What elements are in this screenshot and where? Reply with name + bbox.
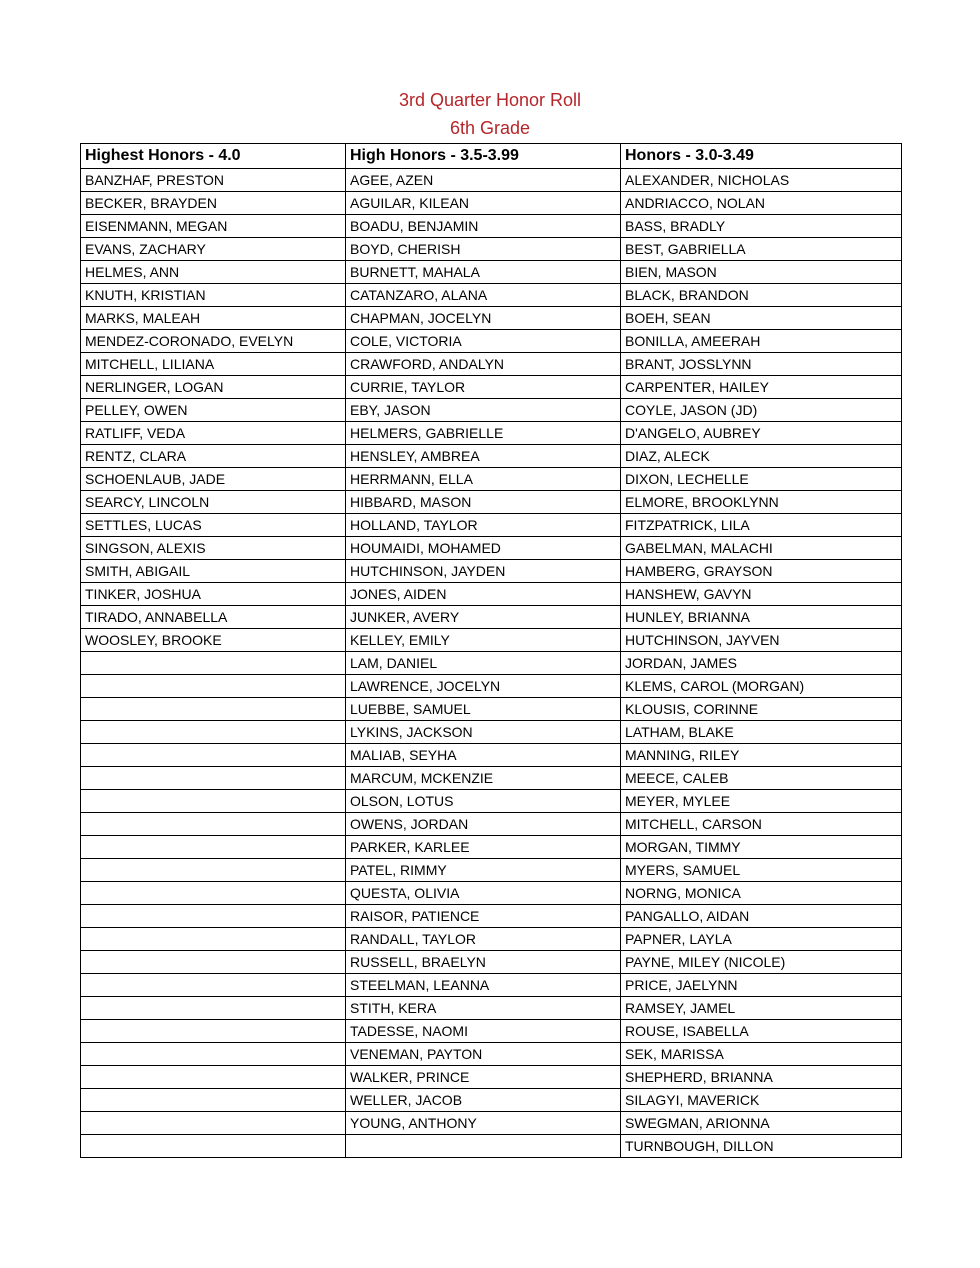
honors-cell: BOEH, SEAN xyxy=(621,307,902,330)
honors-cell: PAYNE, MILEY (NICOLE) xyxy=(621,951,902,974)
high-honors-cell: RANDALL, TAYLOR xyxy=(346,928,621,951)
table-row xyxy=(81,376,902,399)
highest-honors-cell xyxy=(81,1089,346,1112)
high-honors-cell: STEELMAN, LEANNA xyxy=(346,974,621,997)
honors-cell: HANSHEW, GAVYN xyxy=(621,583,902,606)
table-row xyxy=(81,560,902,583)
high-honors-cell: WELLER, JACOB xyxy=(346,1089,621,1112)
column-header-honors: Honors - 3.0-3.49 xyxy=(621,144,902,169)
high-honors-cell: LUEBBE, SAMUEL xyxy=(346,698,621,721)
highest-honors-cell xyxy=(81,721,346,744)
honors-cell: D'ANGELO, AUBREY xyxy=(621,422,902,445)
honors-cell: BLACK, BRANDON xyxy=(621,284,902,307)
high-honors-cell: OWENS, JORDAN xyxy=(346,813,621,836)
highest-honors-cell xyxy=(81,1066,346,1089)
highest-honors-cell xyxy=(81,905,346,928)
table-row xyxy=(81,951,902,974)
highest-honors-cell: BANZHAF, PRESTON xyxy=(81,169,346,192)
highest-honors-cell: SETTLES, LUCAS xyxy=(81,514,346,537)
table-row xyxy=(81,192,902,215)
highest-honors-cell: WOOSLEY, BROOKE xyxy=(81,629,346,652)
honors-cell: DIAZ, ALECK xyxy=(621,445,902,468)
highest-honors-cell xyxy=(81,859,346,882)
highest-honors-cell: SEARCY, LINCOLN xyxy=(81,491,346,514)
highest-honors-cell: MENDEZ-CORONADO, EVELYN xyxy=(81,330,346,353)
highest-honors-cell: HELMES, ANN xyxy=(81,261,346,284)
honors-cell: JORDAN, JAMES xyxy=(621,652,902,675)
highest-honors-cell xyxy=(81,813,346,836)
highest-honors-cell: TINKER, JOSHUA xyxy=(81,583,346,606)
highest-honors-cell xyxy=(81,1043,346,1066)
highest-honors-cell: SMITH, ABIGAIL xyxy=(81,560,346,583)
honors-cell: BONILLA, AMEERAH xyxy=(621,330,902,353)
table-row xyxy=(81,859,902,882)
honors-cell: SEK, MARISSA xyxy=(621,1043,902,1066)
honors-cell: MYERS, SAMUEL xyxy=(621,859,902,882)
table-row xyxy=(81,215,902,238)
highest-honors-cell: KNUTH, KRISTIAN xyxy=(81,284,346,307)
honors-cell: ELMORE, BROOKLYNN xyxy=(621,491,902,514)
honors-cell: ROUSE, ISABELLA xyxy=(621,1020,902,1043)
high-honors-cell: HERRMANN, ELLA xyxy=(346,468,621,491)
table-row xyxy=(81,675,902,698)
highest-honors-cell xyxy=(81,1020,346,1043)
high-honors-cell: CURRIE, TAYLOR xyxy=(346,376,621,399)
high-honors-cell: JONES, AIDEN xyxy=(346,583,621,606)
high-honors-cell: CRAWFORD, ANDALYN xyxy=(346,353,621,376)
high-honors-cell: VENEMAN, PAYTON xyxy=(346,1043,621,1066)
table-row xyxy=(81,652,902,675)
high-honors-cell: RUSSELL, BRAELYN xyxy=(346,951,621,974)
honors-cell: MITCHELL, CARSON xyxy=(621,813,902,836)
high-honors-cell: HUTCHINSON, JAYDEN xyxy=(346,560,621,583)
honors-cell: MEYER, MYLEE xyxy=(621,790,902,813)
table-body xyxy=(81,169,902,1158)
highest-honors-cell xyxy=(81,790,346,813)
table-row xyxy=(81,974,902,997)
honors-cell: GABELMAN, MALACHI xyxy=(621,537,902,560)
highest-honors-cell xyxy=(81,974,346,997)
honors-cell: BASS, BRADLY xyxy=(621,215,902,238)
high-honors-cell: HOLLAND, TAYLOR xyxy=(346,514,621,537)
high-honors-cell: HIBBARD, MASON xyxy=(346,491,621,514)
honors-cell: PANGALLO, AIDAN xyxy=(621,905,902,928)
table-row xyxy=(81,284,902,307)
highest-honors-cell xyxy=(81,675,346,698)
highest-honors-cell: PELLEY, OWEN xyxy=(81,399,346,422)
honors-cell: HUNLEY, BRIANNA xyxy=(621,606,902,629)
honors-cell: TURNBOUGH, DILLON xyxy=(621,1135,902,1158)
honors-cell: MORGAN, TIMMY xyxy=(621,836,902,859)
honors-cell: FITZPATRICK, LILA xyxy=(621,514,902,537)
table-row xyxy=(81,307,902,330)
high-honors-cell: OLSON, LOTUS xyxy=(346,790,621,813)
table-row xyxy=(81,261,902,284)
honors-cell: RAMSEY, JAMEL xyxy=(621,997,902,1020)
high-honors-cell: BOYD, CHERISH xyxy=(346,238,621,261)
high-honors-cell: CHAPMAN, JOCELYN xyxy=(346,307,621,330)
high-honors-cell: MARCUM, MCKENZIE xyxy=(346,767,621,790)
honor-roll-table xyxy=(80,143,902,1158)
table-row xyxy=(81,399,902,422)
honors-cell: KLOUSIS, CORINNE xyxy=(621,698,902,721)
honors-cell: LATHAM, BLAKE xyxy=(621,721,902,744)
highest-honors-cell: RATLIFF, VEDA xyxy=(81,422,346,445)
highest-honors-cell: EISENMANN, MEGAN xyxy=(81,215,346,238)
table-row xyxy=(81,606,902,629)
high-honors-cell: YOUNG, ANTHONY xyxy=(346,1112,621,1135)
high-honors-cell: EBY, JASON xyxy=(346,399,621,422)
honors-cell: BRANT, JOSSLYNN xyxy=(621,353,902,376)
high-honors-cell: LAWRENCE, JOCELYN xyxy=(346,675,621,698)
table-row xyxy=(81,721,902,744)
high-honors-cell: BURNETT, MAHALA xyxy=(346,261,621,284)
table-row xyxy=(81,836,902,859)
honors-cell: BIEN, MASON xyxy=(621,261,902,284)
table-row xyxy=(81,169,902,192)
highest-honors-cell: NERLINGER, LOGAN xyxy=(81,376,346,399)
table-row xyxy=(81,882,902,905)
header-row xyxy=(81,144,902,169)
high-honors-cell: COLE, VICTORIA xyxy=(346,330,621,353)
high-honors-cell: STITH, KERA xyxy=(346,997,621,1020)
high-honors-cell: PATEL, RIMMY xyxy=(346,859,621,882)
highest-honors-cell xyxy=(81,767,346,790)
table-row xyxy=(81,491,902,514)
table-row xyxy=(81,767,902,790)
highest-honors-cell: RENTZ, CLARA xyxy=(81,445,346,468)
honors-cell: HUTCHINSON, JAYVEN xyxy=(621,629,902,652)
table-row xyxy=(81,514,902,537)
honors-cell: PRICE, JAELYNN xyxy=(621,974,902,997)
high-honors-cell: MALIAB, SEYHA xyxy=(346,744,621,767)
high-honors-cell: HENSLEY, AMBREA xyxy=(346,445,621,468)
honors-cell: KLEMS, CAROL (MORGAN) xyxy=(621,675,902,698)
table-row xyxy=(81,537,902,560)
highest-honors-cell: MARKS, MALEAH xyxy=(81,307,346,330)
column-header-highest-honors: Highest Honors - 4.0 xyxy=(81,144,346,169)
honors-cell: DIXON, LECHELLE xyxy=(621,468,902,491)
high-honors-cell: AGUILAR, KILEAN xyxy=(346,192,621,215)
high-honors-cell: HELMERS, GABRIELLE xyxy=(346,422,621,445)
table-row xyxy=(81,468,902,491)
highest-honors-cell xyxy=(81,951,346,974)
high-honors-cell: HOUMAIDI, MOHAMED xyxy=(346,537,621,560)
table-row xyxy=(81,905,902,928)
highest-honors-cell xyxy=(81,836,346,859)
honors-cell: SWEGMAN, ARIONNA xyxy=(621,1112,902,1135)
high-honors-cell xyxy=(346,1135,621,1158)
highest-honors-cell: BECKER, BRAYDEN xyxy=(81,192,346,215)
highest-honors-cell: SCHOENLAUB, JADE xyxy=(81,468,346,491)
table-row xyxy=(81,445,902,468)
honors-cell: CARPENTER, HAILEY xyxy=(621,376,902,399)
highest-honors-cell xyxy=(81,1135,346,1158)
honors-cell: MEECE, CALEB xyxy=(621,767,902,790)
honors-cell: PAPNER, LAYLA xyxy=(621,928,902,951)
table-row xyxy=(81,629,902,652)
table-row xyxy=(81,422,902,445)
table-row xyxy=(81,1020,902,1043)
highest-honors-cell xyxy=(81,652,346,675)
high-honors-cell: RAISOR, PATIENCE xyxy=(346,905,621,928)
highest-honors-cell xyxy=(81,744,346,767)
honors-cell: COYLE, JASON (JD) xyxy=(621,399,902,422)
highest-honors-cell xyxy=(81,928,346,951)
honors-cell: BEST, GABRIELLA xyxy=(621,238,902,261)
honors-cell: SILAGYI, MAVERICK xyxy=(621,1089,902,1112)
table-row xyxy=(81,1089,902,1112)
table-row xyxy=(81,1112,902,1135)
highest-honors-cell xyxy=(81,882,346,905)
table-row xyxy=(81,583,902,606)
high-honors-cell: CATANZARO, ALANA xyxy=(346,284,621,307)
table-row xyxy=(81,1043,902,1066)
honors-cell: SHEPHERD, BRIANNA xyxy=(621,1066,902,1089)
high-honors-cell: AGEE, AZEN xyxy=(346,169,621,192)
table-row xyxy=(81,1135,902,1158)
high-honors-cell: PARKER, KARLEE xyxy=(346,836,621,859)
highest-honors-cell: EVANS, ZACHARY xyxy=(81,238,346,261)
high-honors-cell: LAM, DANIEL xyxy=(346,652,621,675)
table-row xyxy=(81,238,902,261)
high-honors-cell: QUESTA, OLIVIA xyxy=(346,882,621,905)
table-row xyxy=(81,353,902,376)
column-header-high-honors: High Honors - 3.5-3.99 xyxy=(346,144,621,169)
high-honors-cell: TADESSE, NAOMI xyxy=(346,1020,621,1043)
highest-honors-cell: MITCHELL, LILIANA xyxy=(81,353,346,376)
honors-cell: HAMBERG, GRAYSON xyxy=(621,560,902,583)
high-honors-cell: KELLEY, EMILY xyxy=(346,629,621,652)
page-subtitle: 6th Grade xyxy=(449,118,531,138)
table-row xyxy=(81,790,902,813)
honors-cell: ANDRIACCO, NOLAN xyxy=(621,192,902,215)
highest-honors-cell xyxy=(81,997,346,1020)
table-row xyxy=(81,928,902,951)
table-row xyxy=(81,813,902,836)
honors-cell: ALEXANDER, NICHOLAS xyxy=(621,169,902,192)
high-honors-cell: JUNKER, AVERY xyxy=(346,606,621,629)
highest-honors-cell: TIRADO, ANNABELLA xyxy=(81,606,346,629)
highest-honors-cell: SINGSON, ALEXIS xyxy=(81,537,346,560)
table-row xyxy=(81,1066,902,1089)
honors-cell: NORNG, MONICA xyxy=(621,882,902,905)
high-honors-cell: BOADU, BENJAMIN xyxy=(346,215,621,238)
table-row xyxy=(81,744,902,767)
high-honors-cell: WALKER, PRINCE xyxy=(346,1066,621,1089)
page-title: 3rd Quarter Honor Roll xyxy=(398,90,582,110)
highest-honors-cell xyxy=(81,698,346,721)
table-row xyxy=(81,698,902,721)
table-row xyxy=(81,330,902,353)
honors-cell: MANNING, RILEY xyxy=(621,744,902,767)
highest-honors-cell xyxy=(81,1112,346,1135)
table-row xyxy=(81,997,902,1020)
high-honors-cell: LYKINS, JACKSON xyxy=(346,721,621,744)
